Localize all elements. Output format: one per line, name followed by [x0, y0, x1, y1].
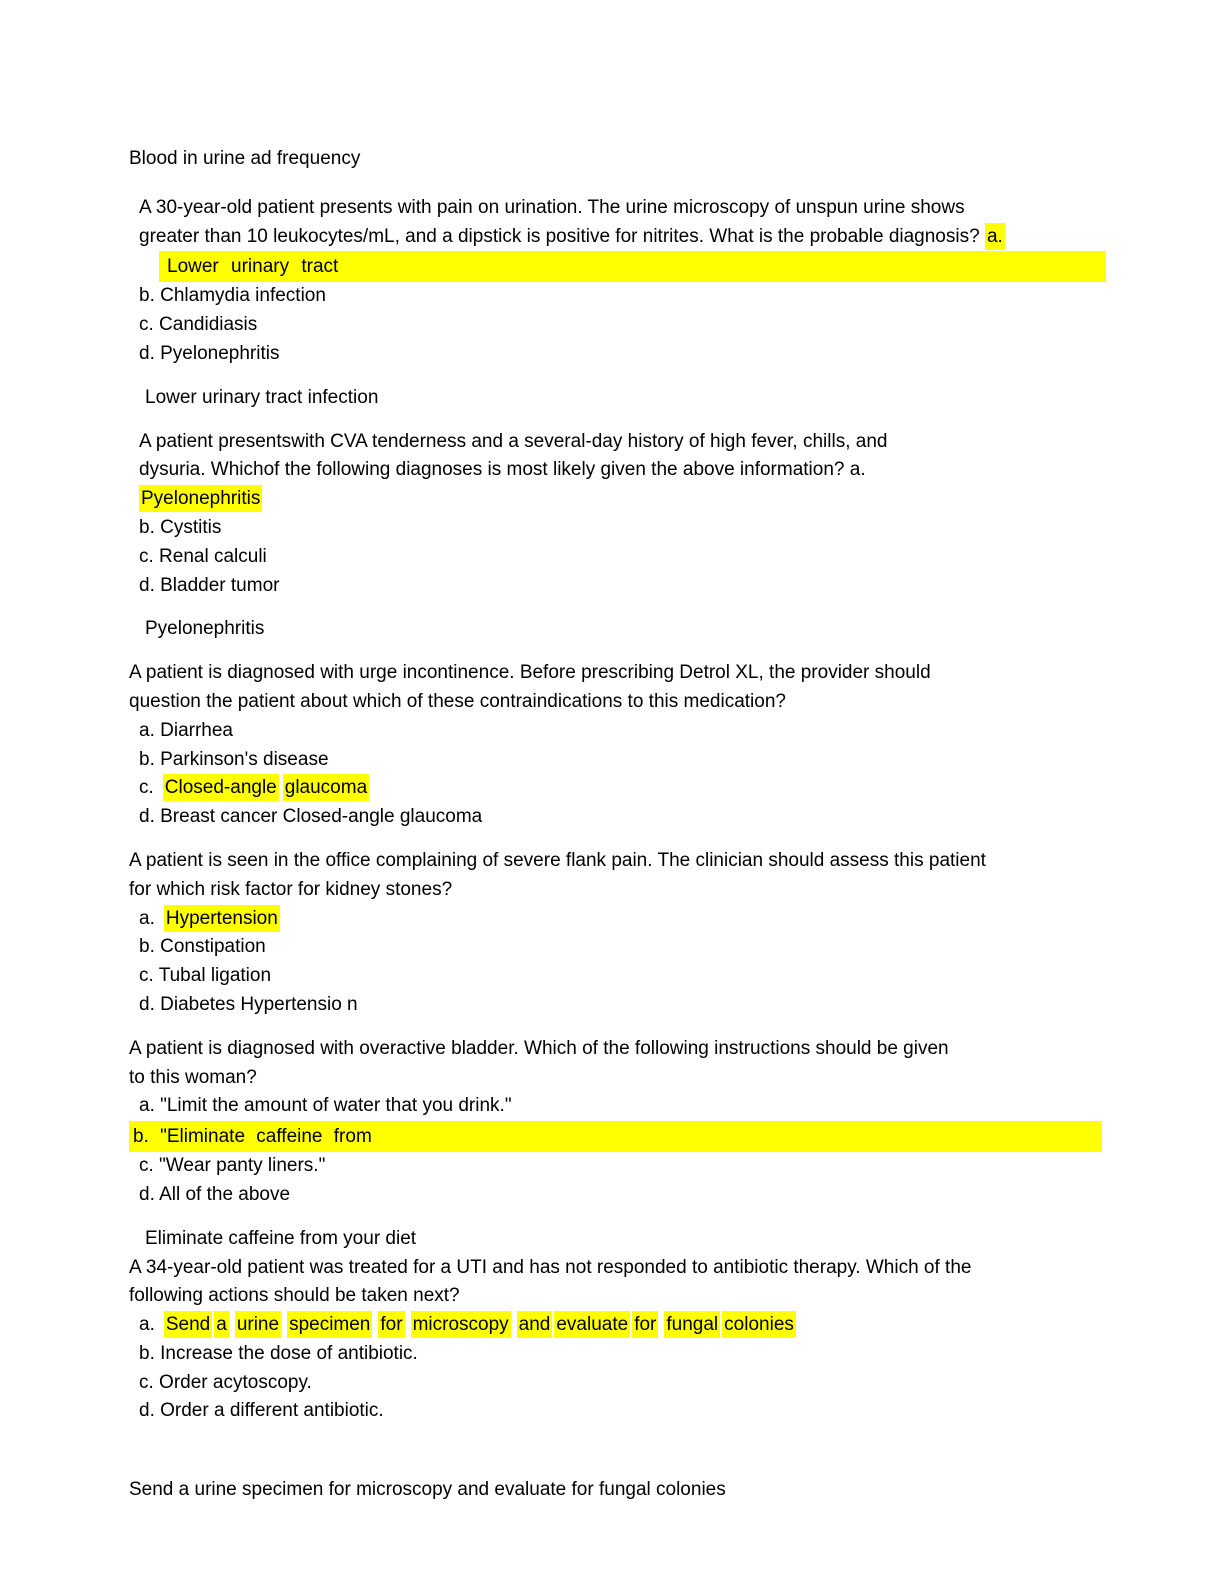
q3-option-c-highlight-2: glaucoma [283, 774, 369, 801]
q5-stem-line2: to this woman? [129, 1066, 257, 1088]
q5-option-b-row [129, 1121, 1224, 1152]
q5-answer-text: Eliminate caffeine from your diet [145, 1227, 417, 1249]
q1-stem-line2 [129, 223, 1224, 252]
q6-option-a-word: specimen [287, 1311, 372, 1338]
q6-option-a-word: a [214, 1311, 229, 1338]
q4-option-a-highlight: Hypertension [164, 905, 280, 932]
q6-option-a-word: microscopy [411, 1311, 511, 1338]
q1-answer-text: Lower urinary tract infection [145, 386, 379, 408]
q2-stem-line1: A patient presentswith CVA tenderness and a several-day history of high fever, chills, and [139, 430, 888, 452]
q3-option-c-prefix: c. [139, 777, 154, 799]
q3-option-a: a. Diarrhea [139, 719, 233, 741]
q2-answer-text: Pyelonephritis [145, 618, 265, 640]
q3-stem-line2: question the patient about which of these contraindications to this medication? [129, 690, 786, 712]
q6-option-a-word: fungal [664, 1311, 720, 1338]
q6-option-a-word: and [517, 1311, 553, 1338]
q1-option-a-row [129, 251, 1224, 282]
q5-option-c: c. "Wear panty liners." [139, 1155, 326, 1177]
q1-answer-marker-highlight: a. [985, 223, 1005, 250]
q3-stem-line1: A patient is diagnosed with urge incontinence. Before prescribing Detrol XL, the provider should [129, 662, 931, 684]
q1-option-b: b. Chlamydia infection [139, 285, 326, 307]
q5-option-a: a. "Limit the amount of water that you drink." [139, 1095, 512, 1117]
q6-stem-line1: A 34-year-old patient was treated for a UTI and has not responded to antibiotic therapy. Which of the [129, 1256, 972, 1278]
q6-option-a-word: evaluate [554, 1311, 630, 1338]
q4-option-d: d. Diabetes Hypertensio n [139, 993, 358, 1015]
q1-stem-line1: A 30-year-old patient presents with pain on urination. The urine microscopy of unspun urine shows [139, 196, 965, 218]
q3-option-c-highlight-1: Closed-angle [163, 774, 279, 801]
q6-option-a-word: Send [164, 1311, 212, 1338]
q1-option-c: c. Candidiasis [139, 314, 258, 336]
doc-title: Blood in urine ad frequency [129, 148, 361, 169]
q1-option-d: d. Pyelonephritis [139, 342, 280, 364]
q5-option-b-highlight: b. "Eliminate caffeine from [129, 1121, 1102, 1152]
q1-option-a-highlight: Lower urinary tract [159, 251, 1106, 282]
q6-option-c: c. Order acytoscopy. [139, 1371, 312, 1393]
q3-option-c-row [129, 774, 1224, 803]
q2-option-a-highlight: Pyelonephritis [139, 485, 262, 512]
q6-answer-text: Send a urine specimen for microscopy and evaluate for fungal colonies [129, 1479, 726, 1501]
q6-option-d: d. Order a different antibiotic. [139, 1400, 384, 1422]
q5-stem-line1: A patient is diagnosed with overactive bladder. Which of the following instructions should be given [129, 1037, 949, 1059]
q4-option-a-prefix: a. [139, 907, 155, 929]
q2-option-a-row [129, 485, 1224, 514]
q6-option-a-row [129, 1311, 1224, 1340]
q6-option-a-word: for [378, 1311, 404, 1338]
q6-stem-line2: following actions should be taken next? [129, 1285, 460, 1307]
q4-stem-line2: for which risk factor for kidney stones? [129, 878, 453, 900]
q2-option-c: c. Renal calculi [139, 545, 267, 567]
q6-option-a-word: urine [235, 1311, 281, 1338]
q3-option-d: d. Breast cancer Closed-angle glaucoma [139, 806, 483, 828]
q4-option-c: c. Tubal ligation [139, 965, 272, 987]
q2-stem-line2: dysuria. Whichof the following diagnoses is most likely given the above information? a. [139, 459, 866, 481]
q4-option-b: b. Constipation [139, 936, 266, 958]
q5-option-d: d. All of the above [139, 1183, 291, 1205]
q2-option-d: d. Bladder tumor [139, 574, 280, 596]
q4-option-a-row [129, 905, 1224, 934]
q6-option-a-word: colonies [722, 1311, 796, 1338]
q1-stem-line2-text: greater than 10 leukocytes/mL, and a dipstick is positive for nitrites. What is the probable diagnosis? [139, 225, 985, 247]
q2-option-b: b. Cystitis [139, 516, 222, 538]
q6-option-a-prefix: a. [139, 1314, 155, 1336]
q6-option-a-word: for [632, 1311, 658, 1338]
q6-option-b: b. Increase the dose of antibiotic. [139, 1342, 418, 1364]
q4-stem-line1: A patient is seen in the office complaining of severe flank pain. The clinician should assess this patient [129, 849, 986, 871]
q3-option-b: b. Parkinson's disease [139, 748, 329, 770]
